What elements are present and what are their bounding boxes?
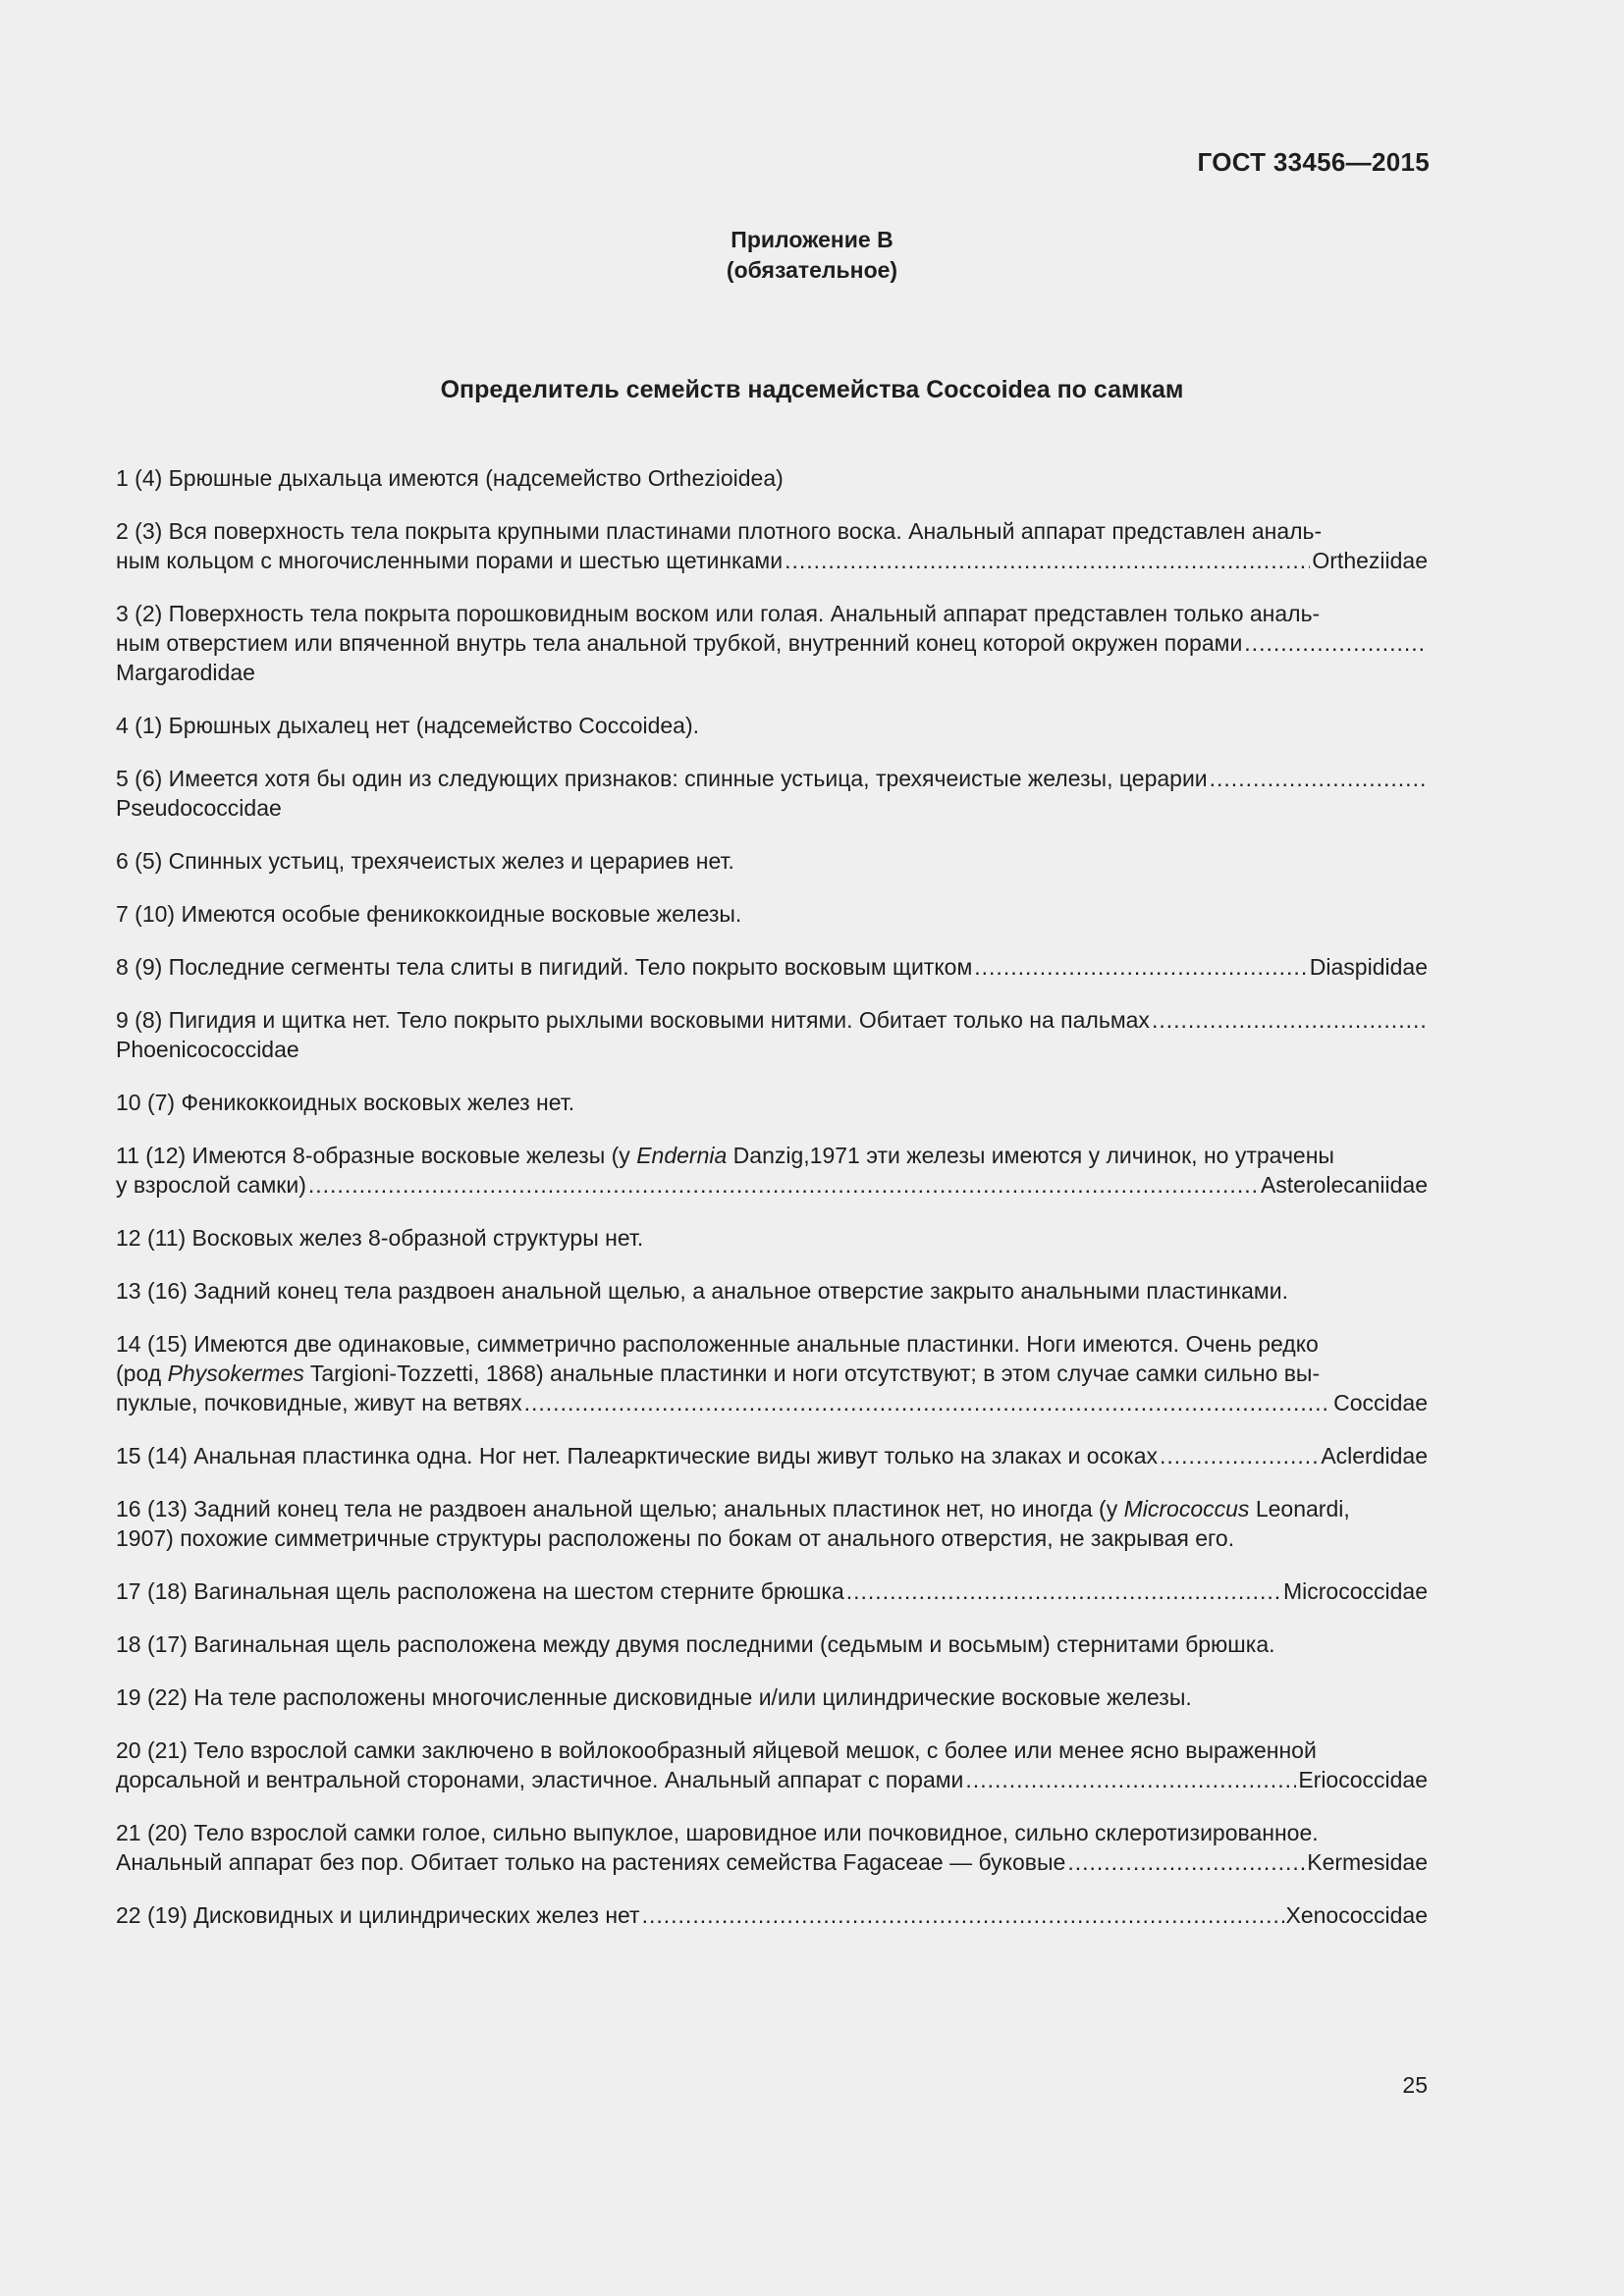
key-entry-14: [116, 1329, 1428, 1417]
identification-key: [116, 463, 1428, 1953]
entry-text: ным отверстием или впяченной внутрь тела анальной трубкой, внутренний конец которой окружен порами: [116, 630, 1243, 656]
key-entry-12: [116, 1223, 1428, 1253]
entry-text: 10 (7) Феникоккоидных восковых желез нет.: [116, 1090, 575, 1115]
entry-text: 1907) похожие симметричные структуры расположены по бокам от анального отверстия, не закрывая его.: [116, 1525, 1235, 1551]
entry-text: 13 (16) Задний конец тела раздвоен анальной щелью, а анальное отверстие закрыто анальными пластинками.: [116, 1278, 1288, 1304]
key-entry-19: [116, 1682, 1428, 1712]
page-title: Определитель семейств надсемейства Coccoidea по самкам: [440, 376, 1184, 403]
key-entry-11: [116, 1141, 1428, 1200]
family-name: Asterolecaniidae: [1260, 1172, 1428, 1198]
entry-text: Leonardi,: [1249, 1496, 1350, 1522]
entry-text: 11 (12) Имеются 8-образные восковые железы (у: [116, 1143, 637, 1168]
entry-text: 22 (19) Дисковидных и цилиндрических желез нет: [116, 1902, 640, 1928]
entry-text: 17 (18) Вагинальная щель расположена на шестом стерните брюшка: [116, 1578, 844, 1604]
family-name: Diaspididae: [1309, 954, 1428, 980]
dot-leader: [1210, 764, 1428, 793]
entry-text: пуклые, почковидные, живут на ветвях: [116, 1390, 522, 1415]
key-entry-15: [116, 1441, 1428, 1470]
entry-text: Danzig,1971 эти железы имеются у личинок, но утрачены: [727, 1143, 1334, 1168]
entry-text: 20 (21) Тело взрослой самки заключено в войлокообразный яйцевой мешок, с более или менее ясно выраженной: [116, 1737, 1317, 1763]
key-entry-16: [116, 1494, 1428, 1553]
entry-text: ным кольцом с многочисленными порами и шестью щетинками: [116, 548, 784, 573]
page-number: 25: [1402, 2072, 1428, 2098]
family-name: Xenococcidae: [1285, 1902, 1428, 1928]
key-entry-7: [116, 899, 1428, 929]
dot-leader: [308, 1170, 1259, 1200]
key-entry-18: [116, 1629, 1428, 1659]
entry-text: 21 (20) Тело взрослой самки голое, сильно выпуклое, шаровидное или почковидное, сильно склеротизированное.: [116, 1820, 1319, 1845]
key-entry-2: [116, 516, 1428, 575]
entry-text: 9 (8) Пигидия и щитка нет. Тело покрыто рыхлыми восковыми нитями. Обитает только на пальмах: [116, 1007, 1150, 1033]
entry-text: 4 (1) Брюшных дыхалец нет (надсемейство Coccoidea).: [116, 713, 700, 738]
dot-leader: [642, 1900, 1284, 1930]
family-name: Phoenicococcidae: [116, 1037, 299, 1062]
key-entry-13: [116, 1276, 1428, 1306]
genus-name: Physokermes: [167, 1361, 304, 1386]
key-entry-1: [116, 463, 1428, 493]
entry-text: Анальный аппарат без пор. Обитает только на растениях семейства Fagaceae — буковые: [116, 1849, 1066, 1875]
entry-text: у взрослой самки): [116, 1172, 306, 1198]
key-entry-20: [116, 1735, 1428, 1794]
entry-text: 18 (17) Вагинальная щель расположена между двумя последними (седьмым и восьмым) стернитами брюшка.: [116, 1631, 1275, 1657]
key-entry-5: [116, 764, 1428, 823]
family-name: Coccidae: [1333, 1390, 1428, 1415]
dot-leader: [785, 546, 1310, 575]
dot-leader: [1160, 1441, 1319, 1470]
document-number: ГОСТ 33456—2015: [1197, 147, 1430, 177]
entry-text: 16 (13) Задний конец тела не раздвоен анальной щелью; анальных пластинок нет, но иногда (у: [116, 1496, 1124, 1522]
family-name: Micrococcidae: [1283, 1578, 1428, 1604]
appendix-status: (обязательное): [726, 257, 898, 283]
key-entry-22: [116, 1900, 1428, 1930]
appendix-label: Приложение В: [731, 227, 893, 252]
entry-text: 8 (9) Последние сегменты тела слиты в пигидий. Тело покрыто восковым щитком: [116, 954, 973, 980]
entry-text: 6 (5) Спинных устьиц, трехячеистых желез и церариев нет.: [116, 848, 734, 874]
key-entry-6: [116, 846, 1428, 876]
dot-leader: [846, 1576, 1281, 1606]
family-name: Eriococcidae: [1298, 1767, 1428, 1792]
entry-text: 12 (11) Восковых желез 8-образной структуры нет.: [116, 1225, 644, 1251]
entry-text: 7 (10) Имеются особые феникоккоидные восковые железы.: [116, 901, 742, 927]
entry-text: 14 (15) Имеются две одинаковые, симметрично расположенные анальные пластинки. Ноги имеются. Очень редко: [116, 1331, 1319, 1357]
key-entry-17: [116, 1576, 1428, 1606]
dot-leader: [524, 1388, 1331, 1417]
entry-text: 15 (14) Анальная пластинка одна. Ног нет. Палеарктические виды живут только на злаках и осоках: [116, 1443, 1158, 1468]
family-name: Pseudococcidae: [116, 795, 282, 821]
entry-text: 5 (6) Имеется хотя бы один из следующих признаков: спинные устьица, трехячеистые железы, церарии: [116, 766, 1208, 791]
key-entry-3: [116, 599, 1428, 687]
family-name: Aclerdidae: [1321, 1443, 1428, 1468]
family-name: Margarodidae: [116, 660, 255, 685]
entry-text: 3 (2) Поверхность тела покрыта порошковидным воском или голая. Анальный аппарат представлен только аналь-: [116, 601, 1321, 626]
dot-leader: [1067, 1847, 1305, 1877]
key-entry-10: [116, 1088, 1428, 1117]
appendix-heading: [0, 225, 1624, 286]
family-name: Ortheziidae: [1312, 548, 1428, 573]
dot-leader: [974, 952, 1308, 982]
entry-text: дорсальной и вентральной сторонами, эластичное. Анальный аппарат с порами: [116, 1767, 964, 1792]
dot-leader: [965, 1765, 1296, 1794]
dot-leader: [1244, 628, 1428, 658]
key-entry-21: [116, 1818, 1428, 1877]
entry-text: 19 (22) На теле расположены многочисленные дисковидные и/или цилиндрические восковые железы.: [116, 1684, 1192, 1710]
key-entry-8: [116, 952, 1428, 982]
entry-text: 2 (3) Вся поверхность тела покрыта крупными пластинами плотного воска. Анальный аппарат представлен аналь-: [116, 518, 1323, 544]
genus-name: Micrococcus: [1123, 1496, 1250, 1522]
family-name: Kermesidae: [1307, 1849, 1428, 1875]
key-entry-9: [116, 1005, 1428, 1064]
dot-leader: [1152, 1005, 1428, 1035]
genus-name: Endernia: [636, 1143, 728, 1168]
entry-text: (род: [116, 1361, 168, 1386]
entry-text: 1 (4) Брюшные дыхальца имеются (надсемейство Orthezioidea): [116, 465, 784, 491]
entry-text: Targioni-Tozzetti, 1868) анальные пластинки и ноги отсутствуют; в этом случае самки сильно вы-: [303, 1361, 1321, 1386]
key-entry-4: [116, 711, 1428, 740]
